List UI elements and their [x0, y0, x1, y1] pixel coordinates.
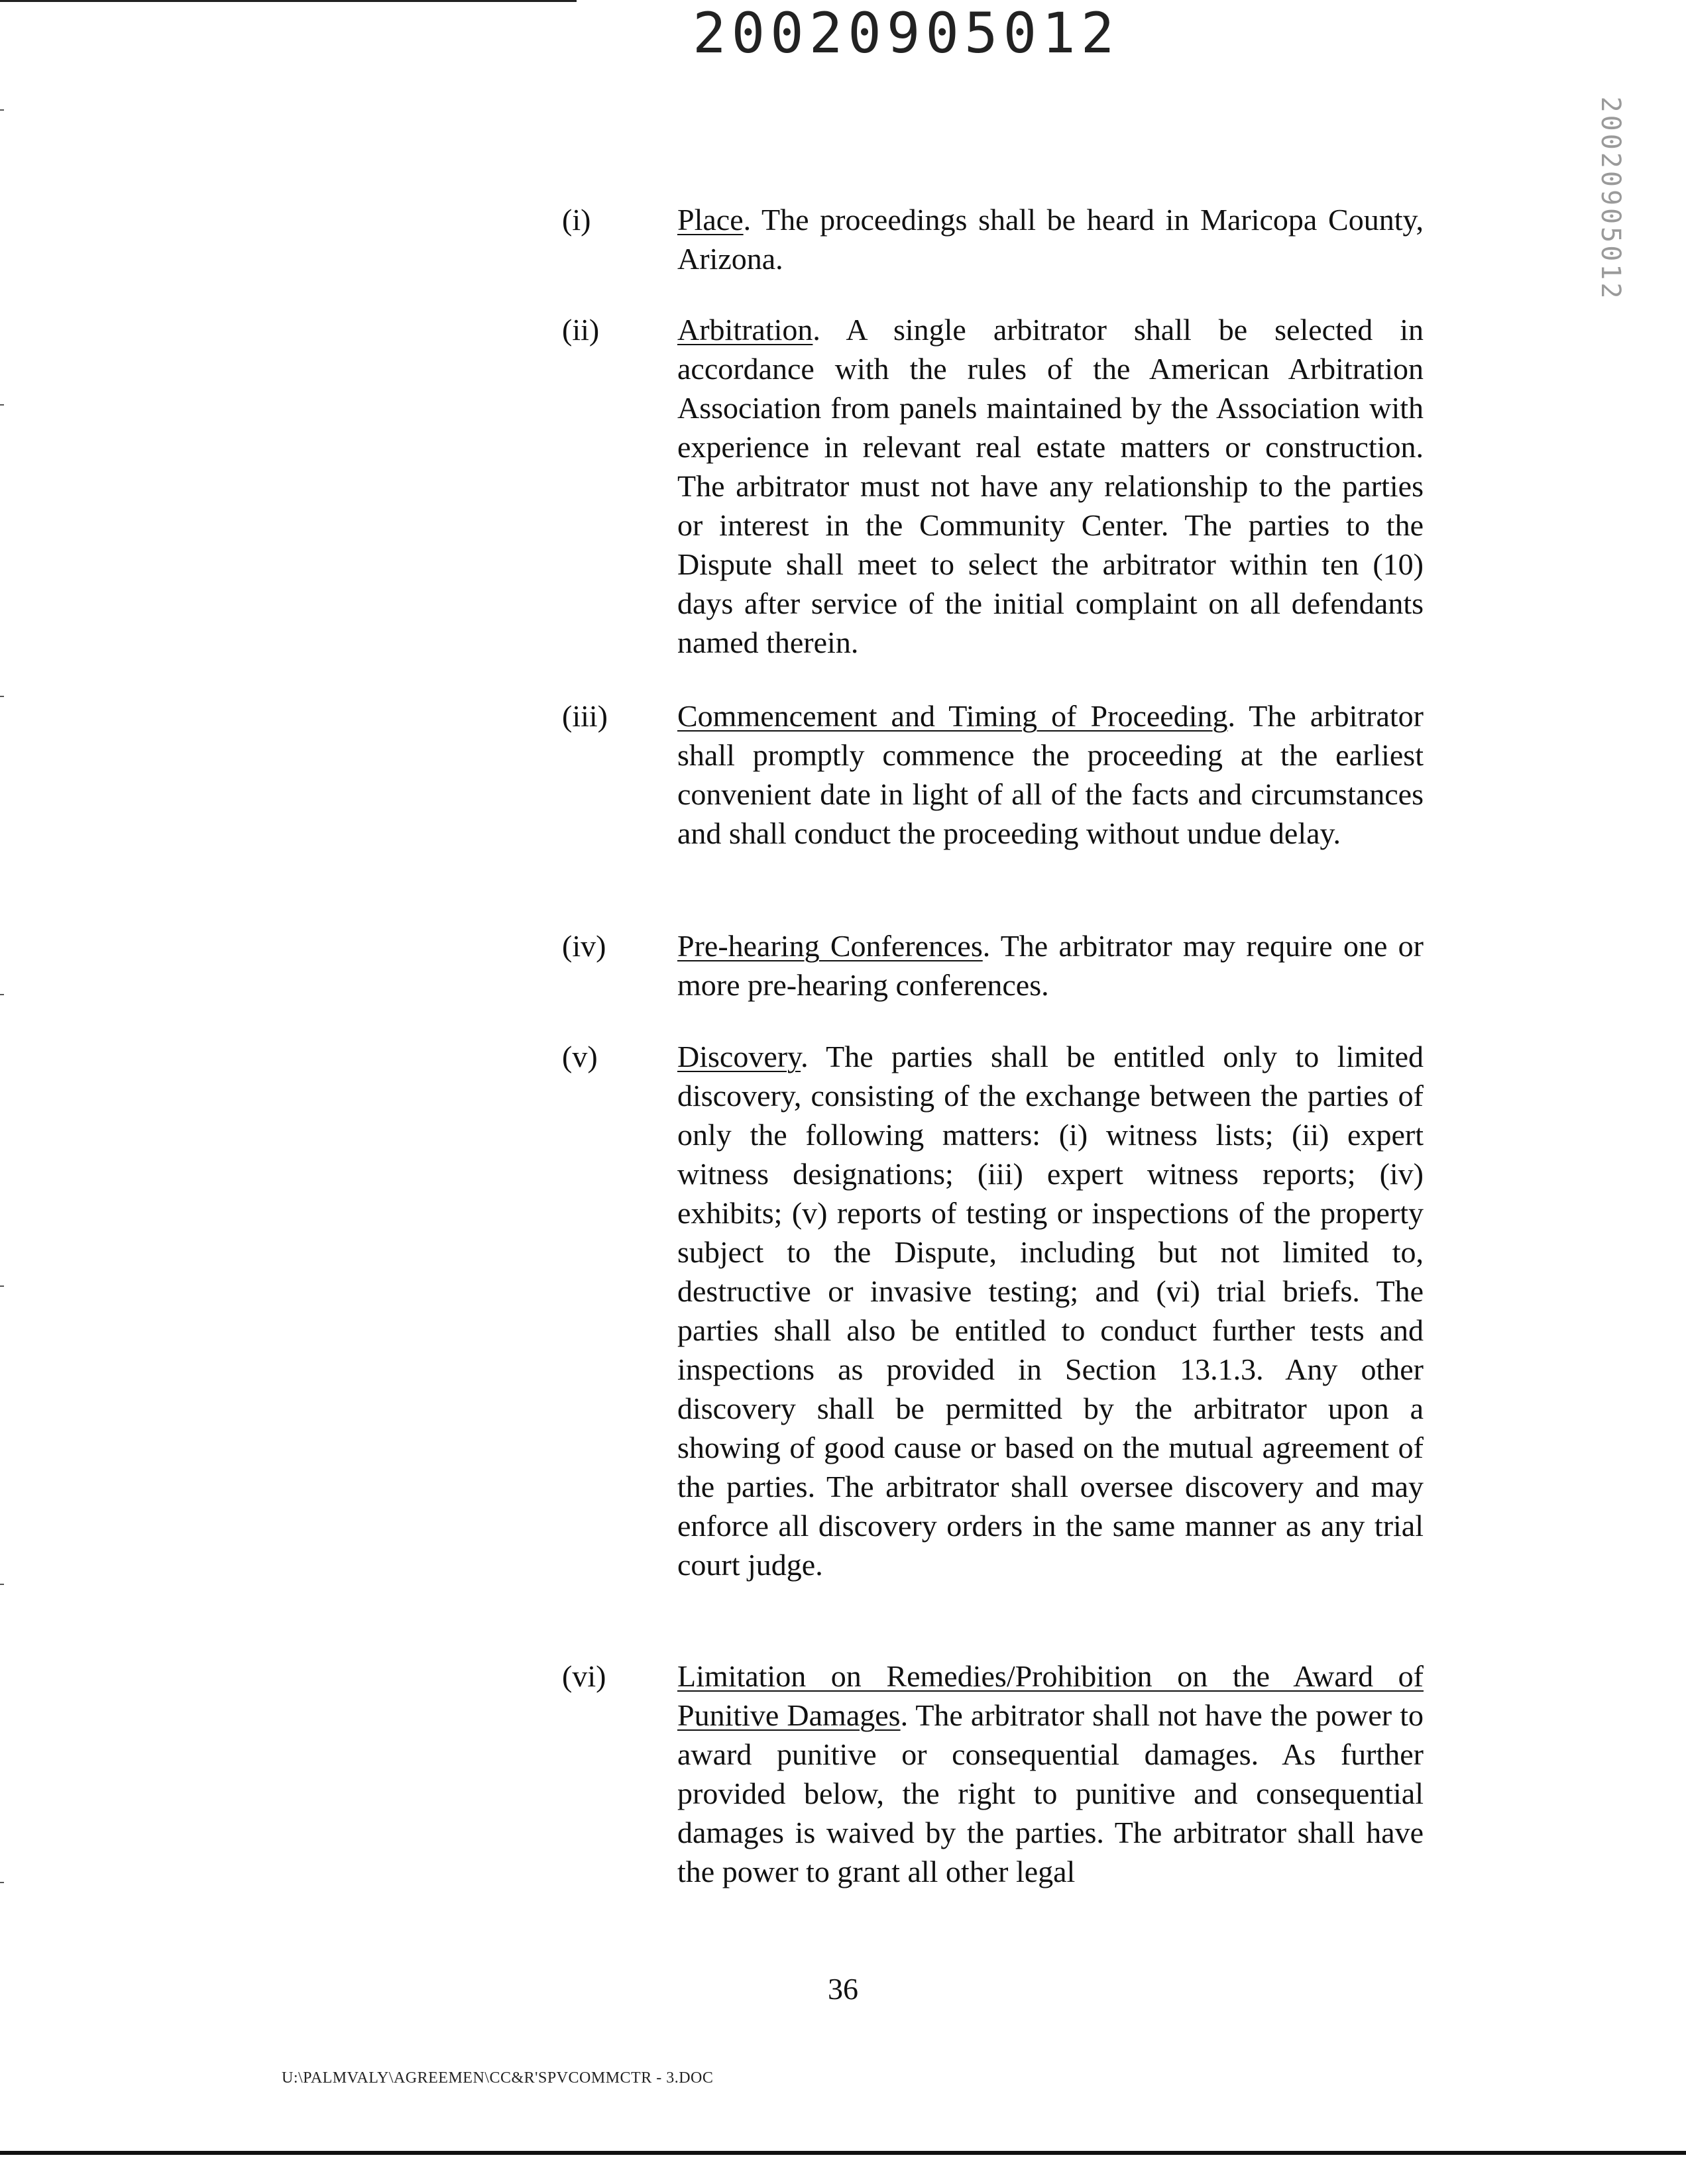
- item-body: [677, 200, 1424, 278]
- margin-mark: [0, 109, 4, 111]
- top-rule: [0, 0, 577, 2]
- item-number: (ii): [562, 313, 600, 347]
- item-text: . A single arbitrator shall be selected in accordance with the rules of the American Arbitration Association from panels maintained by the Association with experience in relevant real estate matters or construction. The arbitrator must not have any relationship to the parties or interest in the Community Center. The parties to the Dispute shall meet to select the arbitrator within ten (10) days after service of the initial complaint on all defendants named therein.: [677, 313, 1424, 659]
- margin-mark: [0, 696, 4, 697]
- item-text: . The arbitrator shall promptly commence the proceeding at the earliest convenient date in light of all of the facts and circumstances and shall conduct the proceeding without undue delay.: [677, 699, 1424, 850]
- side-stamp: 20020905012: [1595, 96, 1626, 301]
- item-number: (vi): [562, 1659, 606, 1693]
- margin-mark: [0, 1882, 4, 1883]
- bottom-rule: [0, 2151, 1686, 2155]
- item-number: (i): [562, 203, 591, 237]
- page-number: 36: [828, 1972, 858, 2006]
- margin-mark: [0, 1584, 4, 1585]
- item-body: [677, 926, 1424, 1005]
- margin-mark: [0, 994, 4, 995]
- item-number: (iii): [562, 699, 608, 733]
- item-body: [677, 696, 1424, 853]
- margin-mark: [0, 1285, 4, 1287]
- item-heading: Discovery: [677, 1040, 801, 1073]
- document-number: 20020905012: [693, 1, 1120, 66]
- item-heading: Arbitration: [677, 313, 813, 347]
- item-heading: Limitation on Remedies/Prohibition on the Award of Punitive Damages: [677, 1659, 1424, 1732]
- item-heading: Place: [677, 203, 744, 237]
- item-body: [677, 1657, 1424, 1891]
- item-heading: Commencement and Timing of Proceeding: [677, 699, 1228, 733]
- file-path: U:\PALMVALY\AGREEMEN\CC&R'SPVCOMMCTR - 3.DOC: [282, 2069, 714, 2087]
- item-heading: Pre-hearing Conferences: [677, 929, 983, 963]
- item-number: (v): [562, 1040, 598, 1073]
- item-text: . The parties shall be entitled only to limited discovery, consisting of the exchange between the parties of only the following matters: (i) witness lists; (ii) expert witness designations; (iii) expert witness reports; (iv) exhibits; (v) reports of testing or inspections of the property subject to the Dispute, including but not limited to, destructive or invasive testing; and (vi) trial briefs. The parties shall also be entitled to conduct further tests and inspections as provided in Section 13.1.3. Any other discovery shall be permitted by the arbitrator upon a showing of good cause or based on the mutual agreement of the parties. The arbitrator shall oversee discovery and may enforce all discovery orders in the same manner as any trial court judge.: [677, 1040, 1424, 1582]
- item-body: [677, 310, 1424, 662]
- item-number: (iv): [562, 929, 606, 963]
- item-text: . The proceedings shall be heard in Maricopa County, Arizona.: [677, 203, 1424, 276]
- item-text: . The arbitrator may require one or more pre-hearing conferences.: [677, 929, 1424, 1002]
- item-body: [677, 1037, 1424, 1584]
- item-text: . The arbitrator shall not have the power to award punitive or consequential damages. As further provided below, the right to punitive and consequential damages is waived by the parties. The arbitrator shall have the power to grant all other legal: [677, 1698, 1424, 1888]
- margin-mark: [0, 404, 4, 406]
